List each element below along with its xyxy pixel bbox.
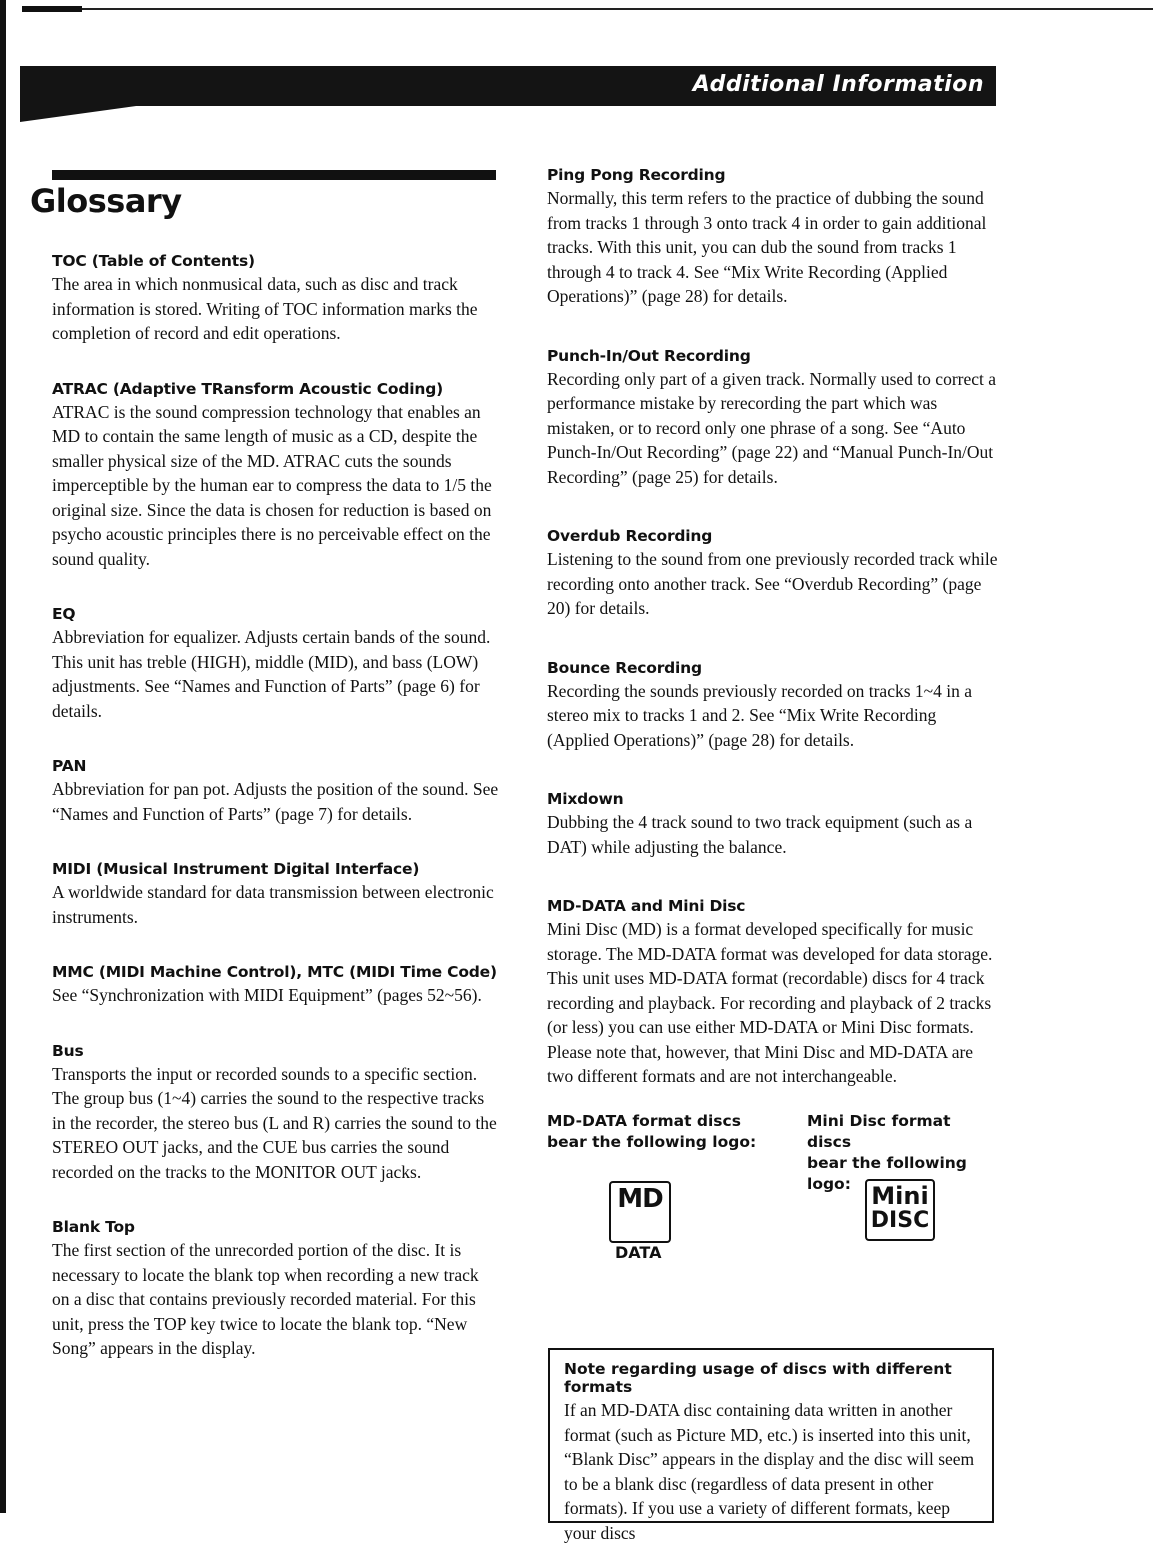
term: ATRAC (Adaptive TRansform Acoustic Coding) [52,379,443,398]
term: TOC (Table of Contents) [52,252,255,270]
caption-line: Mini Disc format discs [807,1111,951,1151]
mddata-logo-mark: MD [617,1183,663,1214]
page-edge-shadow [0,0,6,1513]
glossary-entry-bus [52,1042,500,1185]
glossary-entry-toc [52,252,500,346]
left-column [52,252,500,1361]
glossary-rule [52,170,496,180]
minidisc-logo [865,1179,935,1241]
format-note-box [548,1348,994,1543]
glossary-entry-punch-in-out [547,347,999,490]
minidisc-logo-bottom: DISC [870,1207,930,1233]
glossary-entry-md-data [547,897,999,1089]
term: MIDI (Musical Instrument Digital Interface) [52,860,420,878]
definition: Mini Disc (MD) is a format developed specifically for music storage. The MD-DATA format was developed for data storage. This unit uses MD-DATA format (recordable) discs for 4 track recording and playback. For recording and playback of 2 tracks (or less) you can use either MD-DATA or Mini Disc formats. Please note that, however, that Mini Disc and MD-DATA are two different formats and are not interchangeable. [547,919,993,1086]
glossary-entry-mmc-mtc [52,963,500,1008]
term: Mixdown [547,790,624,808]
glossary-entry-overdub [547,527,999,621]
caption-line: MD-DATA format discs [547,1111,741,1130]
definition: Transports the input or recorded sounds to a specific section. The group bus (1~4) carries the sound to the respective tracks in the recorder, the stereo bus (L and R) carries the sound to the STEREO OUT jacks, and the CUE bus carries the sound recorded on the tracks to the MONITOR OUT jacks. [52,1063,497,1182]
definition: Recording only part of a given track. Normally used to correct a performance mistake by rerecording the part which was mistaken, or to record only one phrase of a song. See “Auto Punch-In/Out Recording” (page 22) and “Manual Punch-In/Out Recording” (page 25) for details. [547,368,997,487]
caption-line: bear the following logo: [807,1153,967,1193]
definition: Dubbing the 4 track sound to two track equipment (such as a DAT) while adjusting the balance. [547,812,973,857]
mddata-logo-label: DATA [615,1242,662,1262]
term: MMC (MIDI Machine Control), MTC (MIDI Time Code) [52,963,497,981]
glossary-entry-pan [52,757,500,826]
term: Bounce Recording [547,658,702,677]
definition: Abbreviation for equalizer. Adjusts certain bands of the sound. This unit has treble (HIGH), middle (MID), and bass (LOW) adjustments. See “Names and Function of Parts” (page 6) for details. [52,627,491,721]
definition: The area in which nonmusical data, such as disc and track information is stored. Writing of TOC information marks the completion of record and edit operations. [52,274,478,343]
definition: Normally, this term refers to the practice of dubbing the sound from tracks 1 through 3 onto track 4 in order to gain additional tracks. With this unit, you can dub the sound from tracks 1 through 4 to track 4. See “Mix Write Recording (Applied Operations)” (page 28) for details. [547,188,987,306]
section-title: Additional Information [692,72,984,97]
term: Ping Pong Recording [547,166,726,184]
top-rule [22,8,1153,10]
definition: Recording the sounds previously recorded on tracks 1~4 in a stereo mix to tracks 1 and 2. See “Mix Write Recording (Applied Operations)” (page 28) for details. [547,680,972,750]
glossary-entry-atrac [52,380,500,572]
term: Overdub Recording [547,527,713,545]
definition: A worldwide standard for data transmission between electronic instruments. [52,882,494,927]
term: Blank Top [52,1218,135,1236]
note-body: If an MD-DATA disc containing data written in another format (such as Picture MD, etc.) is inserted into this unit, “Blank Disc” appears in the display and the disc will seem to be a blank disc (regardless of data present in other formats). If you use a variety of different formats, keep your discs [564,1400,975,1543]
minidisc-logo-top: Mini [871,1181,929,1210]
right-column [547,166,999,1261]
glossary-entry-blank-top [52,1218,500,1361]
term: MD-DATA and Mini Disc [547,897,746,915]
definition: See “Synchronization with MIDI Equipment” (pages 52~56). [52,985,482,1005]
definition: Abbreviation for pan pot. Adjusts the position of the sound. See “Names and Function of Parts” (page 7) for details. [52,779,499,824]
caption-line: bear the following logo: [547,1132,757,1151]
term: Bus [52,1041,84,1060]
term: PAN [52,757,87,775]
glossary-entry-eq [52,605,500,723]
logo-section [547,1111,999,1261]
mddata-logo [609,1181,671,1243]
top-rule-accent [22,6,82,12]
mddata-logo-caption [547,1111,756,1153]
glossary-entry-bounce [547,659,999,753]
glossary-entry-mixdown [547,790,999,859]
definition: ATRAC is the sound compression technology that enables an MD to contain the same length of music as a CD, despite the smaller physical size of the MD. ATRAC cuts the sounds imperceptible by the human ear to compress the data to 1/5 the original size. Since the data is chosen for reduction is based on psycho acoustic principles there is no perceivable effect on the sound quality. [52,401,492,569]
glossary-entry-ping-pong [547,166,999,309]
term: EQ [52,605,76,623]
note-title: Note regarding usage of discs with different formats [564,1360,952,1396]
term: Punch-In/Out Recording [547,346,751,365]
definition: Listening to the sound from one previously recorded track while recording onto another track. See “Overdub Recording” (page 20) for details. [547,549,998,618]
page-title: Glossary [30,182,182,220]
glossary-entry-midi [52,860,500,929]
definition: The first section of the unrecorded portion of the disc. It is necessary to locate the blank top when recording a new track on a disc that contains previously recorded material. For this unit, press the TOP key twice to locate the blank top. “New Song” appears in the display. [52,1240,479,1358]
